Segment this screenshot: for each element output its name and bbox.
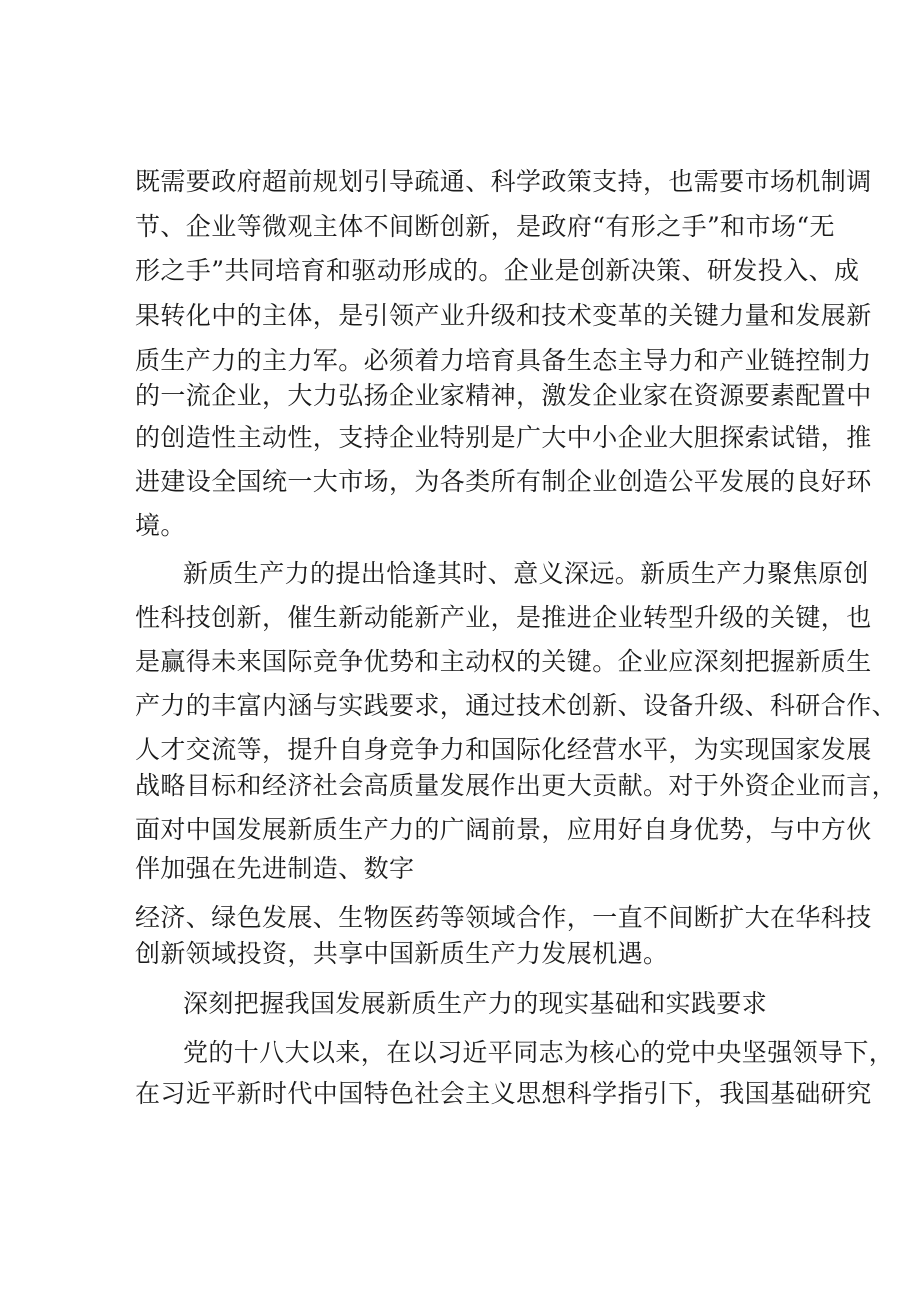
paragraph-1-line-5: 质生产力的主力军。必须着力培育具备生态主导力和产业链控制力 (135, 346, 872, 375)
paragraph-2-line-4: 产力的丰富内涵与实践要求，通过技术创新、设备升级、科研合作、 (135, 691, 898, 720)
section-heading: 深刻把握我国发展新质生产力的现实基础和实践要求 (183, 989, 768, 1018)
paragraph-1-line-3: 形之手”共同培育和驱动形成的。企业是创新决策、研发投入、成 (135, 256, 860, 285)
paragraph-2-line-1: 新质生产力的提出恰逢其时、意义深远。新质生产力聚焦原创 (183, 559, 869, 588)
paragraph-1-line-8: 进建设全国统一大市场，为各类所有制企业创造公平发展的良好环 (135, 467, 872, 496)
paragraph-3-line-2: 创新领域投资，共享中国新质生产力发展机遇。 (135, 939, 669, 968)
paragraph-1-line-7: 的创造性主动性，支持企业特别是广大中小企业大胆探索试错，推 (135, 423, 872, 452)
paragraph-2-line-5: 人才交流等，提升自身竞争力和国际化经营水平，为实现国家发展 (135, 735, 872, 764)
paragraph-4-line-1: 党的十八大以来，在以习近平同志为核心的党中央坚强领导下， (183, 1038, 895, 1067)
paragraph-3-line-1: 经济、绿色发展、生物医药等领域合作，一直不间断扩大在华科技 (135, 903, 872, 932)
paragraph-1-line-9: 境。 (135, 511, 186, 540)
paragraph-1-line-2: 节、企业等微观主体不间断创新，是政府“有形之手”和市场“无 (135, 212, 835, 241)
paragraph-1-line-4: 果转化中的主体，是引领产业升级和技术变革的关键力量和发展新 (135, 301, 872, 330)
paragraph-2-line-3: 是赢得未来国际竞争优势和主动权的关键。企业应深刻把握新质生 (135, 647, 872, 676)
paragraph-2-line-2: 性科技创新，催生新动能新产业，是推进企业转型升级的关键，也 (135, 603, 872, 632)
paragraph-1-line-6: 的一流企业，大力弘扬企业家精神，激发企业家在资源要素配置中 (135, 381, 872, 410)
paragraph-2-line-8: 伴加强在先进制造、数字 (135, 854, 415, 883)
paragraph-2-line-7: 面对中国发展新质生产力的广阔前景，应用好自身优势，与中方伙 (135, 815, 872, 844)
paragraph-4-line-2: 在习近平新时代中国特色社会主义思想科学指引下，我国基础研究 (135, 1079, 872, 1108)
paragraph-1-line-1: 既需要政府超前规划引导疏通、科学政策支持，也需要市场机制调 (135, 167, 872, 196)
paragraph-2-line-6: 战略目标和经济社会高质量发展作出更大贡献。对于外资企业而言， (135, 771, 898, 800)
